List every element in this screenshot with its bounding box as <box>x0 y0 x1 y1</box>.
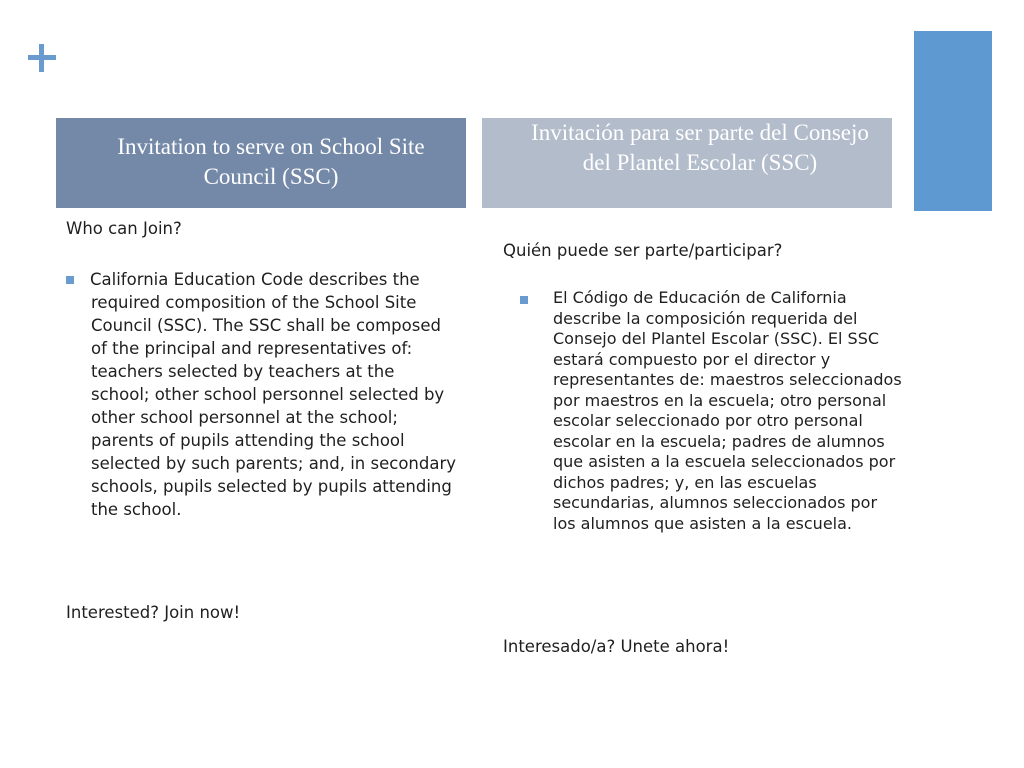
bullet-square-icon <box>520 296 528 304</box>
english-column <box>66 218 456 521</box>
english-title: Invitation to serve on School Site Council (SSC) <box>117 134 425 189</box>
english-bullet-item <box>66 268 456 521</box>
english-question: Who can Join? <box>66 219 182 238</box>
plus-icon <box>28 44 56 72</box>
spanish-call-to-action: Interesado/a? Unete ahora! <box>503 637 730 656</box>
english-bullet-text: California Education Code describes the required composition of the School Site Council (SSC). The SSC shall be composed of the principal and representatives of: teachers selected by teachers at the school; other school personnel selected by other school personnel at the school; parents of pupils attending the school selected by such parents; and, in secondary schools, pupils selected by pupils attending the school. <box>90 270 457 519</box>
english-call-to-action: Interested? Join now! <box>66 603 241 622</box>
spanish-column <box>503 240 903 534</box>
spanish-bullet-item <box>503 288 903 534</box>
spanish-header <box>482 118 892 208</box>
accent-bar <box>914 31 992 211</box>
bullet-square-icon <box>66 276 74 284</box>
spanish-title: Invitación para ser parte del Consejo del Plantel Escolar (SSC) <box>531 120 869 175</box>
spanish-bullet-text: El Código de Educación de California describe la composición requerida del Consejo del Plantel Escolar (SSC). El SSC estará compuesto por el director y representantes de: maestros seleccionados por maestros en la escuela; otro personal escolar seleccionado por otro personal escolar en la escuela; padres de alumnos que asisten a la escuela seleccionados por dichos padres; y, en las escuelas secundarias, alumnos seleccionados por los alumnos que asisten a la escuela. <box>553 288 902 533</box>
english-header <box>56 118 466 208</box>
spanish-question: Quién puede ser parte/participar? <box>503 241 783 260</box>
